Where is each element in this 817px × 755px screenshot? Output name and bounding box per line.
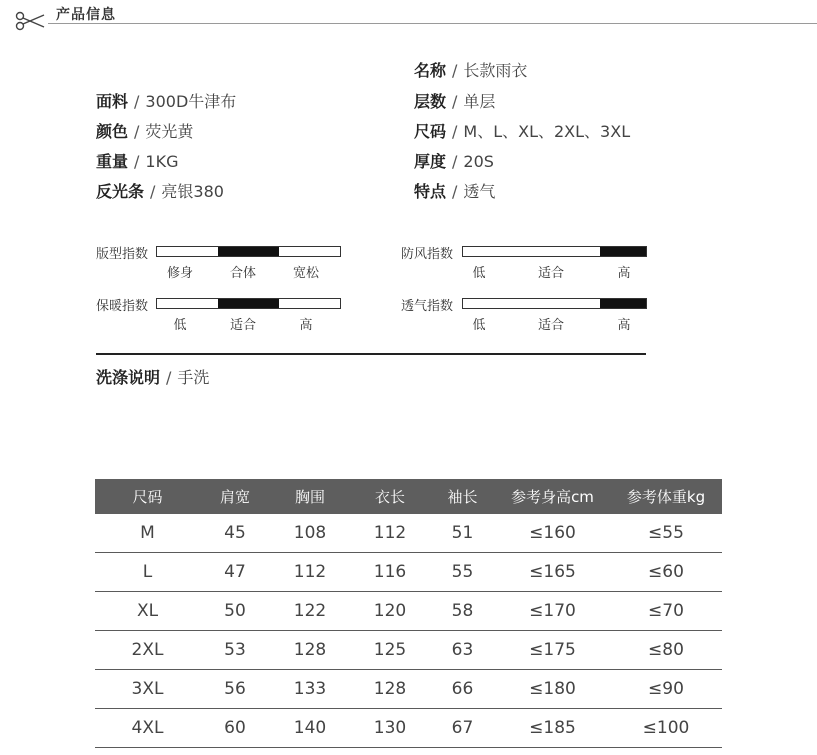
table-cell: 133 <box>270 670 350 709</box>
indicator-tick: 适合 <box>537 318 564 333</box>
indicator-segment <box>157 299 218 308</box>
table-cell: 56 <box>200 670 270 709</box>
table-cell: 60 <box>200 709 270 748</box>
table-cell: 55 <box>430 553 495 592</box>
attr-key: 重量 <box>96 152 129 171</box>
attr-weight <box>96 149 178 172</box>
attr-value: 长款雨衣 <box>463 61 528 80</box>
table-row <box>95 514 722 553</box>
column-header: 胸围 <box>270 479 350 514</box>
table-cell: 53 <box>200 631 270 670</box>
indicator-label: 保暖指数 <box>96 299 149 314</box>
section-title: 产品信息 <box>56 7 116 23</box>
column-header: 肩宽 <box>200 479 270 514</box>
column-header: 参考体重kg <box>610 479 722 514</box>
indicator-bar <box>462 298 647 309</box>
attr-name <box>414 58 527 81</box>
indicator-segment <box>463 247 524 256</box>
table-cell: 116 <box>350 553 430 592</box>
attr-key: 特点 <box>414 182 447 201</box>
attr-sep: / <box>452 182 458 201</box>
attr-sep: / <box>166 368 172 387</box>
indicator-tick: 合体 <box>229 266 256 281</box>
table-cell: XL <box>95 592 200 631</box>
table-cell: 4XL <box>95 709 200 748</box>
table-cell: ≤90 <box>610 670 722 709</box>
table-cell: 122 <box>270 592 350 631</box>
indicator-tick: 低 <box>173 318 187 333</box>
indicator-segment <box>279 299 340 308</box>
table-cell: ≤175 <box>495 631 610 670</box>
attr-key: 尺码 <box>414 122 447 141</box>
attr-value: 1KG <box>145 152 179 171</box>
attr-fabric <box>96 89 236 112</box>
attr-key: 名称 <box>414 61 447 80</box>
indicator-tick: 低 <box>472 318 486 333</box>
indicator-tick: 高 <box>299 318 313 333</box>
attr-value: 亮银380 <box>161 182 224 201</box>
indicator-label: 防风指数 <box>401 247 454 262</box>
indicator-segment <box>279 247 340 256</box>
header-divider <box>48 23 817 24</box>
indicator-bar <box>462 246 647 257</box>
attr-layers <box>414 89 495 112</box>
indicator-tick: 适合 <box>537 266 564 281</box>
table-row <box>95 553 722 592</box>
attr-value: 手洗 <box>177 368 210 387</box>
size-table <box>95 479 722 748</box>
table-cell: ≤170 <box>495 592 610 631</box>
attr-value: 20S <box>463 152 494 171</box>
attr-key: 厚度 <box>414 152 447 171</box>
table-cell: 3XL <box>95 670 200 709</box>
attr-sep: / <box>134 92 140 111</box>
table-cell: 108 <box>270 514 350 553</box>
table-cell: 66 <box>430 670 495 709</box>
table-cell: 67 <box>430 709 495 748</box>
table-cell: 128 <box>270 631 350 670</box>
attr-reflective <box>96 179 224 202</box>
table-cell: 128 <box>350 670 430 709</box>
table-header-row <box>95 479 722 514</box>
table-row <box>95 592 722 631</box>
attr-value: 透气 <box>463 182 496 201</box>
table-cell: ≤100 <box>610 709 722 748</box>
column-header: 衣长 <box>350 479 430 514</box>
attr-value: M、L、XL、2XL、3XL <box>463 122 631 141</box>
indicator-segment <box>463 299 524 308</box>
table-cell: ≤55 <box>610 514 722 553</box>
attr-value: 300D牛津布 <box>145 92 237 111</box>
indicator-tick: 低 <box>472 266 486 281</box>
attr-sep: / <box>452 92 458 111</box>
table-cell: ≤165 <box>495 553 610 592</box>
table-cell: L <box>95 553 200 592</box>
table-cell: 140 <box>270 709 350 748</box>
section-divider <box>96 353 646 355</box>
attr-feature <box>414 179 495 202</box>
column-header: 参考身高cm <box>495 479 610 514</box>
attr-sep: / <box>150 182 156 201</box>
table-cell: 45 <box>200 514 270 553</box>
table-cell: ≤80 <box>610 631 722 670</box>
indicator-tick: 高 <box>617 266 631 281</box>
attr-sep: / <box>134 122 140 141</box>
table-cell: 47 <box>200 553 270 592</box>
column-header: 袖长 <box>430 479 495 514</box>
indicator-label: 版型指数 <box>96 247 149 262</box>
indicator-tick: 宽松 <box>292 266 319 281</box>
table-cell: 50 <box>200 592 270 631</box>
attr-key: 反光条 <box>96 182 145 201</box>
table-cell: ≤185 <box>495 709 610 748</box>
attr-key: 面料 <box>96 92 129 111</box>
table-cell: ≤70 <box>610 592 722 631</box>
table-cell: ≤60 <box>610 553 722 592</box>
attr-value: 荧光黄 <box>145 122 194 141</box>
table-cell: ≤160 <box>495 514 610 553</box>
indicator-segment <box>218 299 279 308</box>
indicator-segment <box>524 299 601 308</box>
attr-color <box>96 119 193 142</box>
table-row <box>95 631 722 670</box>
indicator-tick: 修身 <box>166 266 193 281</box>
table-cell: 112 <box>350 514 430 553</box>
indicator-bar <box>156 298 341 309</box>
scissors-icon <box>14 10 46 32</box>
attr-key: 颜色 <box>96 122 129 141</box>
attr-key: 洗涤说明 <box>96 368 161 387</box>
indicator-segment <box>524 247 601 256</box>
table-cell: 125 <box>350 631 430 670</box>
indicator-segment <box>218 247 279 256</box>
table-cell: 58 <box>430 592 495 631</box>
table-cell: 112 <box>270 553 350 592</box>
table-cell: M <box>95 514 200 553</box>
indicator-label: 透气指数 <box>401 299 454 314</box>
attr-key: 层数 <box>414 92 447 111</box>
column-header: 尺码 <box>95 479 200 514</box>
attr-sizes <box>414 119 630 142</box>
indicator-segment <box>600 299 646 308</box>
attr-sep: / <box>134 152 140 171</box>
indicator-tick: 适合 <box>229 318 256 333</box>
indicator-segment <box>157 247 218 256</box>
table-row <box>95 709 722 748</box>
table-cell: 51 <box>430 514 495 553</box>
attr-value: 单层 <box>463 92 496 111</box>
wash-instructions <box>96 365 209 388</box>
table-cell: 63 <box>430 631 495 670</box>
indicator-tick: 高 <box>617 318 631 333</box>
indicator-bar <box>156 246 341 257</box>
table-cell: 120 <box>350 592 430 631</box>
table-cell: 130 <box>350 709 430 748</box>
attr-sep: / <box>452 122 458 141</box>
attr-sep: / <box>452 152 458 171</box>
indicator-segment <box>600 247 646 256</box>
attr-thickness <box>414 149 494 172</box>
table-row <box>95 670 722 709</box>
attr-sep: / <box>452 61 458 80</box>
table-cell: 2XL <box>95 631 200 670</box>
table-cell: ≤180 <box>495 670 610 709</box>
